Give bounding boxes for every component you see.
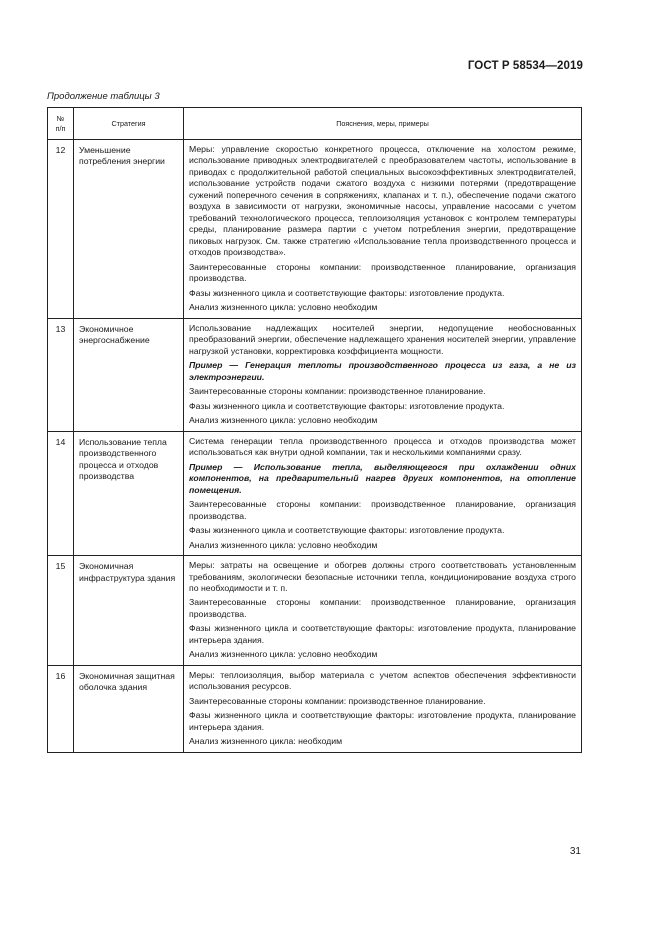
table-row [48,556,582,666]
table-header-row [48,108,582,140]
example-paragraph: Пример — Генерация теплоты производственного процесса из газа, а не из электроэнергии. [189,360,576,382]
explanation-paragraph: Фазы жизненного цикла и соответствующие факторы: изготовление продукта. [189,287,505,298]
explanation-paragraph: Меры: управление скоростью конкретного процесса, отключение на холостом режиме, использование приводных электродвигателей с преобразователем частоты, использование в приводах с продолжительной работой специальных высокоэффективных электродвигателей, использование устройств подачи сжатого воздуха с низкими потерями (предотвращение сужений поперечного сечения в сопряжениях, клапанах и т. п.), обеспечение подачи сжатого воздуха в зависимости от нагрузки, экономичные насосы, управление насосами с учетом требований технологического процесса, теплоизоляция установок с контролем температуры среды, планирование размера партии с учетом потребления энергии, предотвращение пиковых нагрузок. См. также стратегию «Использование тепла производственного процесса и отходов производства». [189,144,576,258]
strategy-name: Использование тепла производственного процесса и отходов производства [74,431,184,555]
example-paragraph: Пример — Использование тепла, выделяющегося при охлаждении одних компонентов, на предварительный нагрев других компонентов, на отопление помещения. [189,461,576,495]
row-number: 13 [48,318,74,431]
explanation-paragraph: Использование надлежащих носителей энергии, недопущение необоснованных преобразований энергии, обеспечение надлежащего хранения носителей энергии, управление нагрузкой установки, корректировка коэффициента мощности. [189,322,576,356]
explanation-paragraph: Меры: затраты на освещение и обогрев должны строго соответствовать установленным требованиям, экологически безопасные источники тепла, кондиционирование воздуха строго по необходимости и т. п. [189,560,576,593]
explanation-paragraph: Система генерации тепла производственного процесса и отходов производства может использоваться как внутри одной компании, так и несколькими компаниями сразу. [189,435,576,458]
table-row [48,431,582,555]
row-number: 12 [48,140,74,319]
strategy-name: Экономичное энергоснабжение [74,318,184,431]
explanation-paragraph: Меры: теплоизоляция, выбор материала с учетом аспектов обеспечения эффективности использования ресурсов. [189,669,576,692]
explanation-paragraph: Заинтересованные стороны компании: производственное планирование. [189,695,486,706]
strategy-explanation [184,140,582,319]
strategy-name: Экономичная инфраструктура здания [74,556,184,666]
row-number: 16 [48,665,74,752]
column-header-num [48,108,74,140]
row-number: 14 [48,431,74,555]
explanation-paragraph: Заинтересованные стороны компании: производственное планирование, организация производства. [189,597,576,619]
strategy-explanation [184,665,582,752]
page-number: 31 [569,846,581,857]
explanation-paragraph: Анализ жизненного цикла: условно необходим [189,539,378,550]
column-header-num-line: п/п [55,123,66,133]
explanation-paragraph: Фазы жизненного цикла и соответствующие факторы: изготовление продукта, планирование интерьера здания. [189,623,576,645]
strategy-explanation [184,431,582,555]
explanation-paragraph: Анализ жизненного цикла: необходим [189,736,343,747]
row-number: 15 [48,556,74,666]
standard-code: ГОСТ Р 58534—2019 [467,60,583,72]
explanation-paragraph: Заинтересованные стороны компании: производственное планирование, организация производства. [189,499,576,521]
column-header-strategy: Стратегия [74,108,184,140]
explanation-paragraph: Анализ жизненного цикла: условно необходим [189,302,378,313]
explanation-paragraph: Заинтересованные стороны компании: производственное планирование. [189,386,486,397]
table-row [48,318,582,431]
strategy-name: Экономичная защитная оболочка здания [74,665,184,752]
strategy-explanation [184,318,582,431]
explanation-paragraph: Фазы жизненного цикла и соответствующие факторы: изготовление продукта. [189,400,505,411]
column-header-explanation: Пояснения, меры, примеры [184,108,582,140]
strategy-name: Уменьшение потребления энергии [74,140,184,319]
explanation-paragraph: Заинтересованные стороны компании: производственное планирование, организация производства. [189,261,576,284]
column-header-num-line: № [56,114,65,123]
explanation-paragraph: Анализ жизненного цикла: условно необходим [189,415,378,426]
strategy-explanation [184,556,582,666]
table-caption: Продолжение таблицы 3 [47,91,160,102]
table-row [48,140,582,319]
explanation-paragraph: Фазы жизненного цикла и соответствующие факторы: изготовление продукта. [189,525,505,536]
explanation-paragraph: Анализ жизненного цикла: условно необходим [189,649,378,660]
explanation-paragraph: Фазы жизненного цикла и соответствующие факторы: изготовление продукта, планирование интерьера здания. [189,710,576,732]
strategy-table [47,107,582,753]
table-row [48,665,582,752]
